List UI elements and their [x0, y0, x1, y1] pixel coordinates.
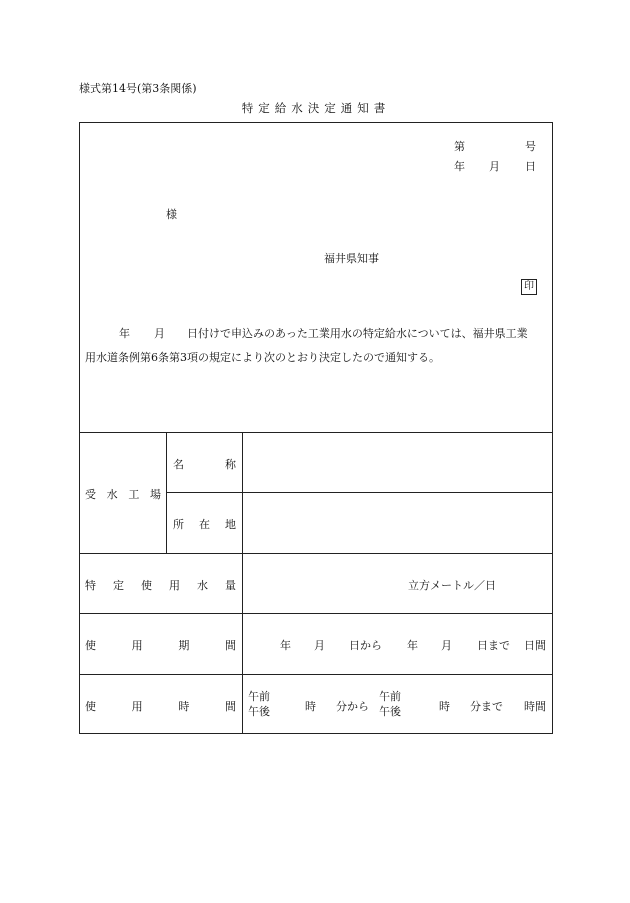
- period-days: 日間: [524, 639, 546, 652]
- usage-volume-unit: 立方メートル／日: [408, 579, 496, 592]
- body-year-label: 年: [119, 327, 130, 340]
- time-from: 分から: [336, 700, 369, 713]
- name-label: 名 称: [173, 458, 236, 471]
- document-title: 特定給水決定通知書: [241, 101, 391, 115]
- time-am-2: 午前: [379, 690, 401, 703]
- recipient-suffix: 様: [166, 208, 177, 221]
- period-from: 日から: [349, 639, 382, 652]
- time-am-1: 午前: [248, 690, 270, 703]
- number-dai: 第: [454, 140, 465, 153]
- date-month: 月: [489, 160, 500, 173]
- time-ampm-1: [248, 689, 270, 719]
- time-pm-2: 午後: [379, 705, 401, 718]
- divider-label-col: [242, 432, 243, 734]
- time-ampm-2: [379, 689, 401, 719]
- period-month-2: 月: [441, 639, 452, 652]
- period-year-1: 年: [280, 639, 291, 652]
- time-hour-1: 時: [305, 700, 316, 713]
- divider-period-top: [79, 613, 553, 614]
- location-label: 所 在 地: [173, 518, 236, 531]
- divider-plant-col: [166, 432, 167, 553]
- name-value-field[interactable]: [244, 434, 550, 490]
- time-hour-2: 時: [439, 700, 450, 713]
- body-month-label: 月: [154, 327, 165, 340]
- form-number: 様式第14号(第3条関係): [79, 82, 197, 95]
- divider-table-top: [79, 432, 553, 433]
- time-pm-1: 午後: [248, 705, 270, 718]
- notice-body: [85, 322, 550, 370]
- time-until: 分まで: [470, 700, 503, 713]
- period-until: 日まで: [477, 639, 510, 652]
- location-value-field[interactable]: [244, 494, 550, 551]
- receiving-plant-label: 受 水 工 場: [85, 488, 161, 501]
- divider-name-location: [166, 492, 553, 493]
- body-text-line2: 用水道条例第6条第3項の規定により次のとおり決定したので通知する。: [85, 351, 440, 364]
- body-text-line1: 日付けで申込みのあった工業用水の特定給水については、福井県工業: [187, 327, 528, 340]
- period-year-2: 年: [407, 639, 418, 652]
- period-month-1: 月: [314, 639, 325, 652]
- number-go: 号: [525, 140, 536, 153]
- date-year: 年: [454, 160, 465, 173]
- time-hours: 時間: [524, 700, 546, 713]
- seal-mark: 印: [521, 279, 537, 295]
- usage-time-label: 使 用 時 間: [85, 700, 236, 713]
- divider-volume-top: [79, 553, 553, 554]
- divider-time-top: [79, 674, 553, 675]
- usage-period-label: 使 用 期 間: [85, 639, 236, 652]
- issuer-name: 福井県知事: [324, 252, 379, 265]
- usage-volume-label: 特 定 使 用 水 量: [85, 579, 236, 592]
- date-day: 日: [525, 160, 536, 173]
